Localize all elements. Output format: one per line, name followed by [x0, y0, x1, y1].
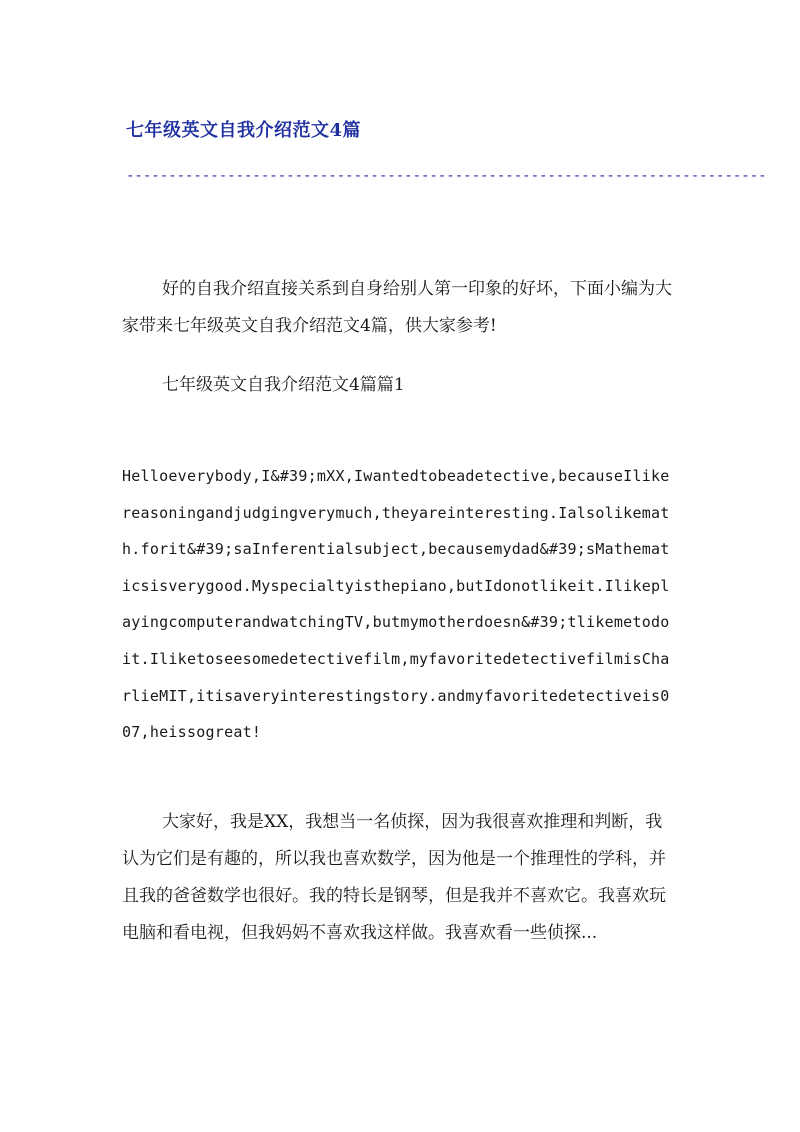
- english-paragraph: Helloeverybody,I&#39;mXX,Iwantedtobeadetective,becauseIlikereasoningandjudgingverymuch,theyareinteresting.Ialsolikemath.forit&#39;saInferentialsubject,becausemydad&#39;sMathematicsisverygood.Myspecialtyisthepiano,butIdonotlikeit.IlikeplayingcomputerandwatchingTV,butmymotherdoesn&#39;tlikemetodoit.Iliketoseesomedetectivefilm,myfavoritedetectivefilmisCharlieMIT,itisaveryinterestingstory.andmyfavoritedetectiveis007,heissogreat!: [122, 467, 670, 742]
- title-divider: ----------------------------------------------------------------------------: [126, 168, 767, 184]
- document-title: 七年级英文自我介绍范文4篇: [126, 120, 362, 141]
- section-heading: 七年级英文自我介绍范文4篇篇1: [162, 375, 405, 395]
- chinese-paragraph: 大家好，我是XX，我想当一名侦探，因为我很喜欢推理和判断，我认为它们是有趣的，所以我也喜欢数学，因为他是一个推理性的学科，并且我的爸爸数学也很好。我的特长是钢琴，但是我并不喜欢它。我喜欢玩电脑和看电视，但我妈妈不喜欢我这样做。我喜欢看一些侦探...: [122, 812, 666, 943]
- intro-paragraph: 好的自我介绍直接关系到自身给别人第一印象的好坏，下面小编为大家带来七年级英文自我介绍范文4篇，供大家参考!: [122, 279, 672, 336]
